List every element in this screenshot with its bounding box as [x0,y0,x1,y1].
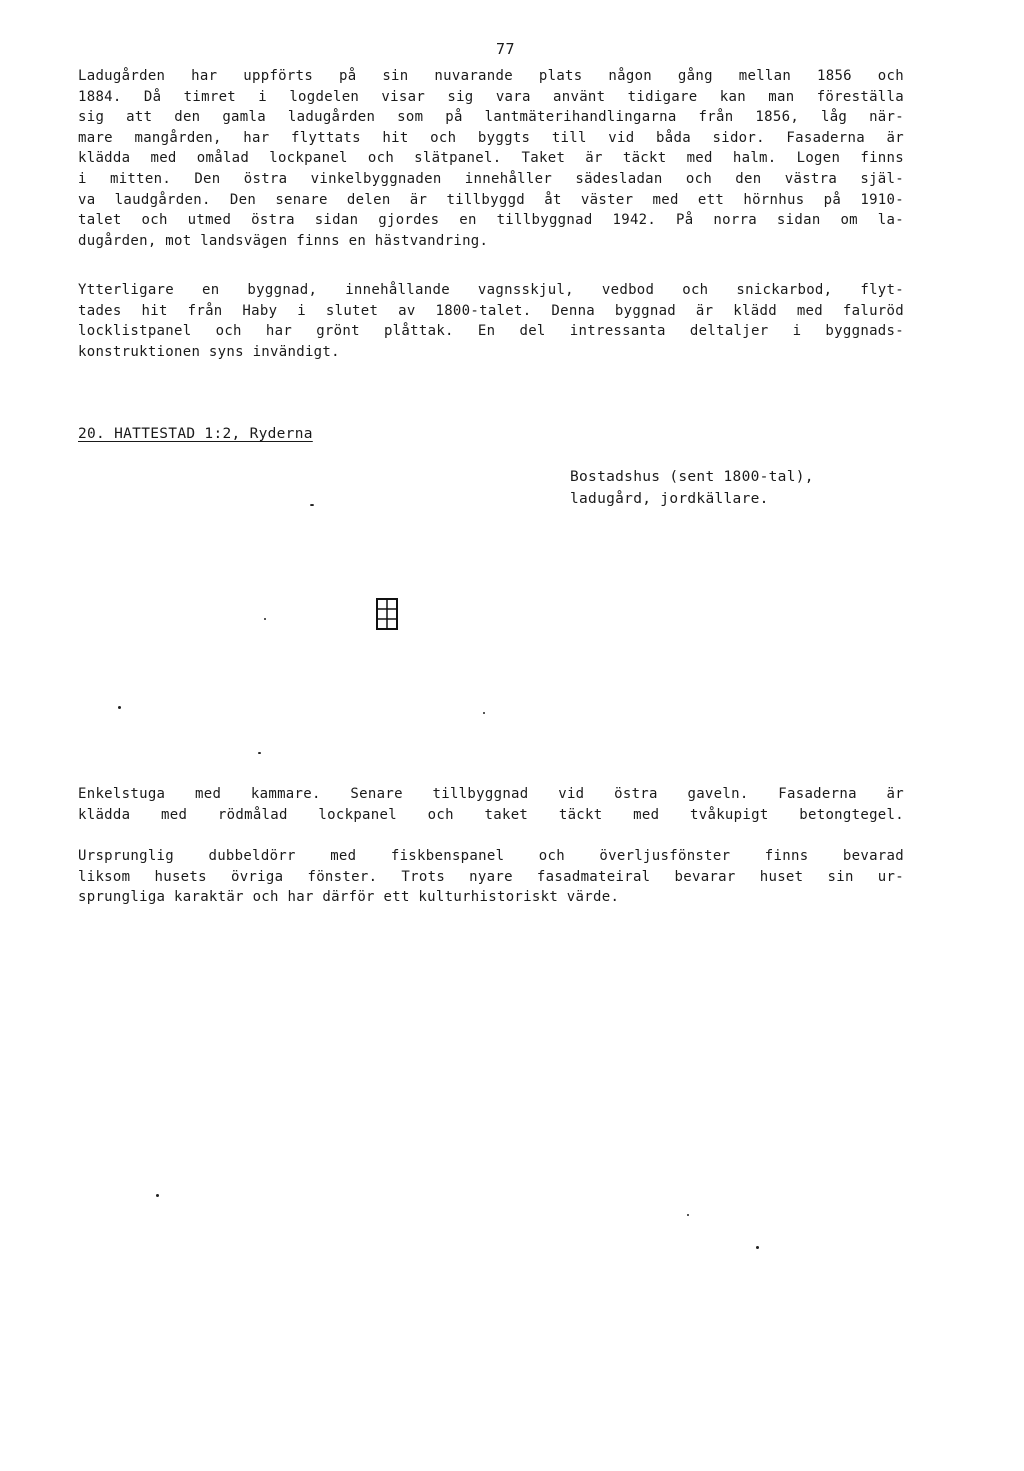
text-line: Ursprunglig dubbeldörr med fiskbenspanel och överljusfönster finns bevarad [78,848,904,864]
text-line: klädda med rödmålad lockpanel och taket täckt med tvåkupigt betongtegel. [78,806,904,823]
photo-speck [118,706,121,709]
text-line: Ytterligare en byggnad, innehållande vagnsskjul, vedbod och snickarbod, flyt- [78,282,904,298]
paragraph-enkelstuga [78,784,904,825]
text-line: tades hit från Haby i slutet av 1800-talet. Denna byggnad är klädd med faluröd [78,302,904,319]
paragraph-ytterligare-byggnad [78,280,904,362]
page-speck [156,1194,159,1197]
photo-speck [258,752,261,754]
paragraph-ladugarden [78,66,904,251]
section-heading: 20. HATTESTAD 1:2, Ryderna [78,426,313,442]
text-line: 1884. Då timret i logdelen visar sig vara använt tidigare kan man föreställa [78,88,904,105]
summary-line: Bostadshus (sent 1800-tal), [570,469,814,485]
text-line: talet och utmed östra sidan gjordes en tillbyggnad 1942. På norra sidan om la- [78,212,904,229]
section-summary [570,466,814,510]
text-line: locklistpanel och har grönt plåttak. En del intressanta deltaljer i byggnads- [78,323,904,340]
photo-speck [264,618,266,620]
page-speck [687,1214,689,1216]
photo-speck [483,712,485,714]
text-line: i mitten. Den östra vinkelbyggnaden innehåller sädesladan och den västra själ- [78,170,904,187]
text-line: Enkelstuga med kammare. Senare tillbyggnad vid östra gaveln. Fasaderna är [78,786,904,802]
text-line: liksom husets övriga fönster. Trots nyare fasadmateiral bevarar huset sin ur- [78,868,904,885]
text-line: mare mangården, har flyttats hit och byggts till vid båda sidor. Fasaderna är [78,129,904,146]
text-line: sig att den gamla ladugården som på lantmäterihandlingarna från 1856, låg när- [78,109,904,126]
summary-line: ladugård, jordkällare. [570,491,769,507]
text-line: dugården, mot landsvägen finns en hästvandring. [78,232,489,249]
page-number: 77 [496,40,516,58]
text-line: va laudgården. Den senare delen är tillbyggd åt väster med ett hörnhus på 1910- [78,191,904,208]
paragraph-ursprunglig-dorr [78,846,904,908]
window-icon [376,598,398,630]
faded-photo-area [78,500,568,770]
photo-speck [310,504,314,506]
text-line: konstruktionen syns invändigt. [78,343,340,360]
page-speck [756,1246,759,1249]
text-line: Ladugården har uppförts på sin nuvarande plats någon gång mellan 1856 och [78,68,904,84]
text-line: klädda med omålad lockpanel och slätpanel. Taket är täckt med halm. Logen finns [78,150,904,167]
text-line: sprungliga karaktär och har därför ett kulturhistoriskt värde. [78,889,620,906]
